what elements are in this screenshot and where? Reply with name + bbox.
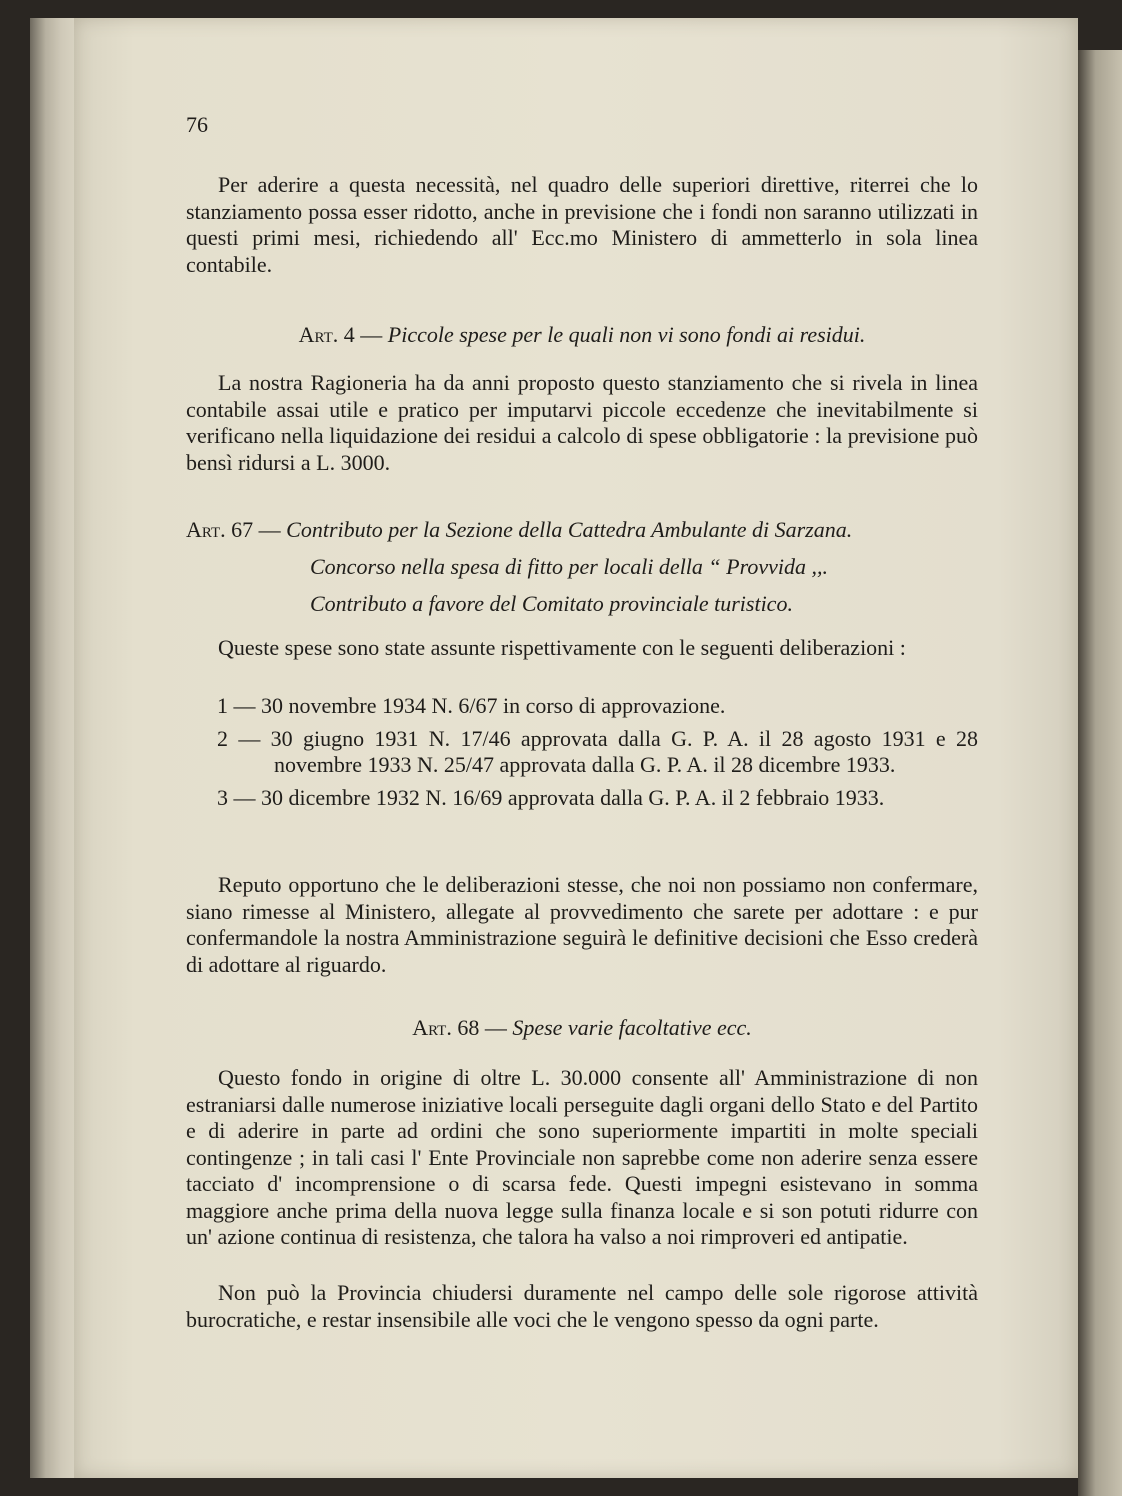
article-label: Art. 4 — — [298, 322, 383, 347]
paragraph-3 — [186, 635, 978, 662]
article-4-heading — [186, 322, 978, 349]
list-item: 1 — 30 novembre 1934 N. 6/67 in corso di approvazione. — [217, 693, 726, 718]
paragraph-1 — [186, 172, 978, 278]
paragraph-6 — [186, 1280, 978, 1333]
article-title: Spese varie facoltative ecc. — [512, 1015, 752, 1040]
paragraph-text: Per aderire a questa necessità, nel quadro delle superiori direttive, riterrei che lo stanziamento possa esser ridotto, anche in previsione che i fondi non saranno utilizzati in questi primi mesi, richiedendo all' Ecc.mo Ministero di ammetterlo in sola linea contabile. — [186, 172, 978, 277]
paragraph-text: La nostra Ragioneria ha da anni proposto questo stanziamento che si rivela in linea contabile assai utile e pratico per imputarvi piccole eccedenze che inevitabilmente si verificano nella liquidazione dei residui a calcolo di spese obbligatorie : la previsione può bensì ridursi a L. 3000. — [186, 370, 978, 475]
article-title-line-3: Contributo a favore del Comitato provinciale turistico. — [310, 591, 793, 616]
deliberation-list — [186, 693, 978, 811]
list-item: 2 — 30 giugno 1931 N. 17/46 approvata dalla G. P. A. il 28 agosto 1931 e 28 novembre 1933 N. 25/47 approvata dalla G. P. A. il 28 dicembre 1933. — [217, 725, 978, 777]
article-68-heading — [186, 1015, 978, 1042]
article-label: Art. 67 — — [186, 517, 281, 542]
paragraph-2 — [186, 370, 978, 476]
article-67-heading — [186, 511, 978, 622]
list-item: 3 — 30 dicembre 1932 N. 16/69 approvata dalla G. P. A. il 2 febbraio 1933. — [217, 784, 885, 810]
paragraph-text: Questo fondo in origine di oltre L. 30.000 consente all' Amministrazione di non estraniarsi dalle numerose iniziative locali perseguite dagli organi dello Stato e del Partito e di aderire in parte ad ordini che sono superiormente impartiti in molte speciali contingenze ; in tali casi l' Ente Provinciale non saprebbe come non aderire senza essere tacciato d' incomprensione o di scarsa fede. Questi impegni esistevano in somma maggiore anche prima della nuova legge sulla finanza locale e si son potuti ridurre con un' azione continua di resistenza, che talora ha valso a noi rimproveri ed antipatie. — [186, 1065, 978, 1249]
article-label: Art. 68 — — [412, 1015, 507, 1040]
page-number: 76 — [186, 112, 208, 137]
article-title-line-1: Contributo per la Sezione della Cattedra Ambulante di Sarzana. — [286, 517, 853, 542]
paragraph-5 — [186, 1065, 978, 1251]
paragraph-text: Non può la Provincia chiudersi duramente nel campo delle sole rigorose attività burocratiche, e restar insensibile alle voci che le vengono spesso da ogni parte. — [186, 1280, 978, 1332]
paragraph-text: Reputo opportuno che le deliberazioni stesse, che noi non possiamo non confermare, siano rimesse al Ministero, allegate al provvedimento che sarete per adottare : e pur confermandole la nostra Amministrazione seguirà le definitive decisioni che Esso crederà di adottare al riguardo. — [186, 872, 978, 977]
paragraph-4 — [186, 872, 978, 978]
article-title: Piccole spese per le quali non vi sono fondi ai residui. — [387, 322, 866, 347]
paragraph-text: Queste spese sono state assunte rispettivamente con le seguenti deliberazioni : — [218, 635, 906, 660]
article-title-line-2: Concorso nella spesa di fitto per locali della “ Provvida ,,. — [310, 554, 828, 579]
